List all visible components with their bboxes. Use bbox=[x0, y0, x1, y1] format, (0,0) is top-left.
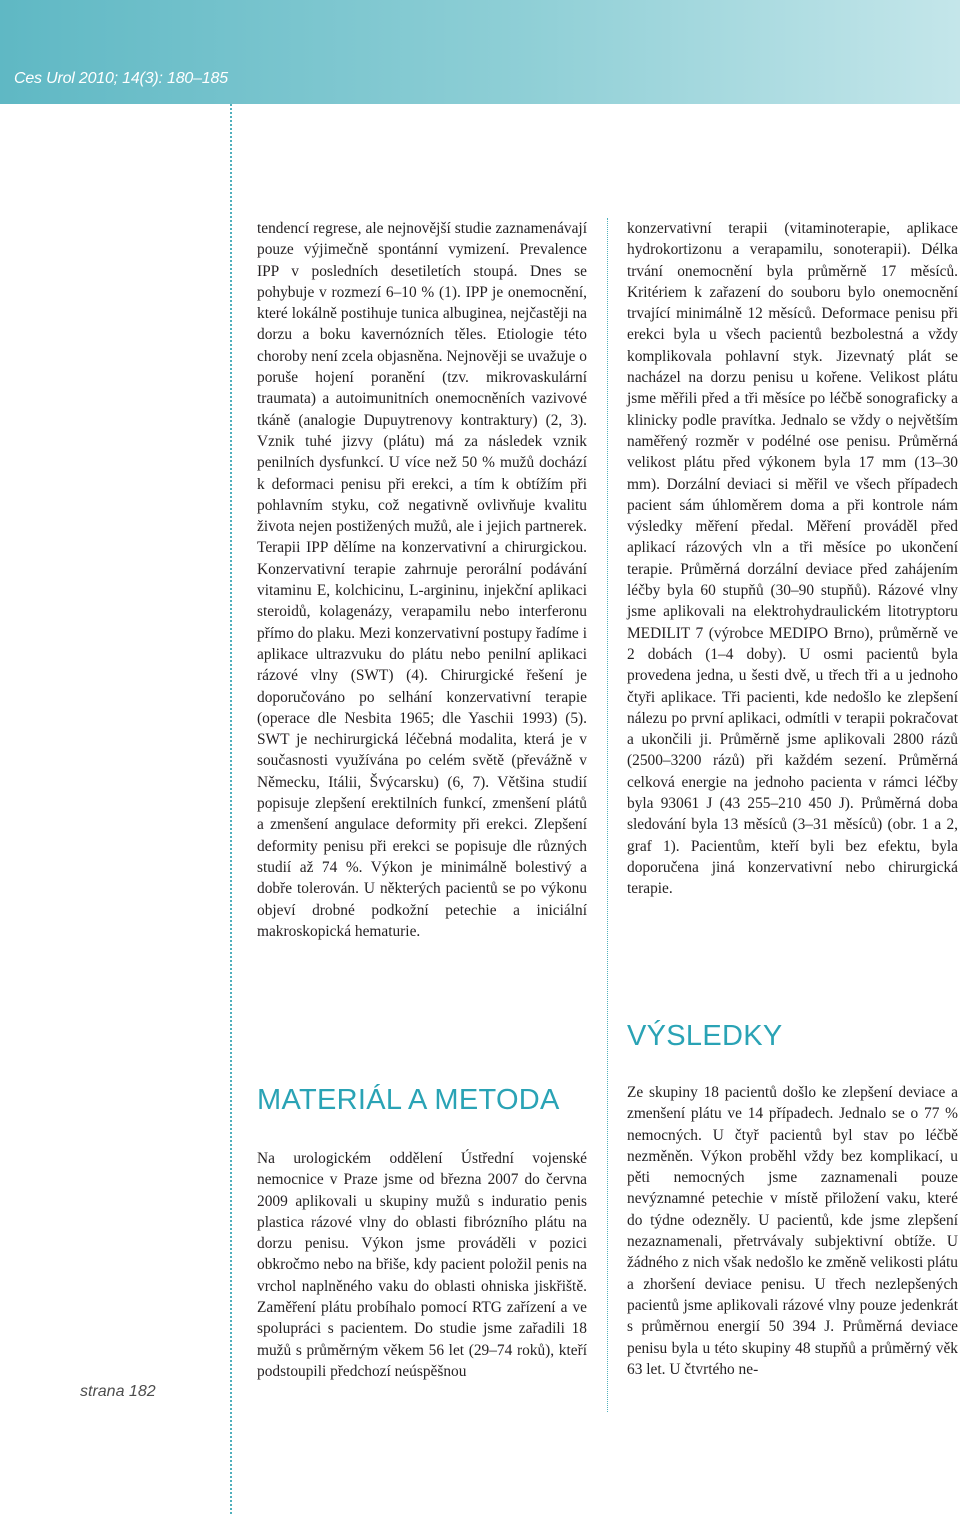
methods-heading: MATERIÁL A METODA bbox=[257, 1084, 560, 1116]
methods-paragraph: Na urologickém oddělení Ústřední vojenské nemocnice v Praze jsme od března 2007 do června 2009 aplikovali u skupiny mužů s induratio penis plastica rázové vlny do oblasti fibrózního plátu na dorzu penisu. Výkon jsme prováděli v pozici obkročmo nebo na břiše, kdy pacient položil penis na vrchol naplněného vaku do oblasti ohniska jiskřiště. Zaměření plátu probíhalo pomocí RTG zařízení a ve spolupráci s pacientem. Do studie jsme zařadili 18 mužů s průměrným věkem 56 let (29–74 roků), kteří podstoupili předchozí neúspěšnou bbox=[257, 1150, 587, 1380]
results-paragraph: Ze skupiny 18 pacientů došlo ke zlepšení deviace a zmenšení plátu ve 14 případech. Jednalo se o 77 % nemocných. U čtyř pacientů byl stav po léčbě nezměněn. Výkon proběhl vždy bez komplikací, u pěti nemocných jsme zaznamenali pouze nevýznamné petechie v místě přiložení vaku, které do týdne odezněly. U pacientů, kde jsme zlepšení nezaznamenali, přetrvávaly subjektivní obtíže. U žádného z nich však nedošlo ke změně velikosti plátu a zhoršení deviace penisu. U třech nezlepšených pacientů jsme aplikovali rázové vlny pouze jedenkrát s průměrnou energií 50 394 J. Průměrná deviace penisu byla u této skupiny 48 stupňů a průměrný věk 63 let. U čtvrtého ne- bbox=[627, 1084, 958, 1378]
methods-continued-paragraph: konzervativní terapii (vitaminoterapie, aplikace hydrokortizonu a verapamilu, sonoterapii). Délka trvání onemocnění byla průměrně 17 měsíců. Kritériem k zařazení do souboru bylo onemocnění trvající minimálně 12 měsíců. Deformace penisu při erekci byla u všech pacientů bezbolestná a vždy komplikovala pohlavní styk. Jizevnatý plát se nacházel na dorzu penisu u kořene. Velikost plátu jsme měřili před a tři měsíce po léčbě sonograficky a klinicky podle pravítka. Jednalo se vždy o největším naměřený rozměr v podélné ose penisu. Průměrná velikost plátu před výkonem byla 17 mm (13–30 mm). Dorzální deviaci si měřil ve všech případech pacient sám úhloměrem doma a při kontrole nám výsledky měření předal. Měření prováděl před aplikací rázových vln a tři měsíce po ukončení terapie. Průměrná dorzální deviace před zahájením léčby byla 60 stupňů (30–90 stupňů). Rázové vlny jsme aplikovali na elektrohydraulickém litotryptoru MEDILIT 7 (výrobce MEDIPO Brno), průměrně ve 2 dobách (1–4 doby). U osmi pacientů byla provedena jedna, u šesti dvě, u třech tři a u jednoho čtyři aplikace. Tři pacienti, kde nedošlo ke zlepšení nálezu po první aplikaci, odmítli v terapii pokračovat a ukončili ji. Průměrně jsme aplikovali 2800 rázů (2500–3200 rázů) při každém sezení. Průměrná celková energie na jednoho pacienta v rámci léčby byla 93061 J (43 255–210 450 J). Průměrná doba sledování byla 13 měsíců (3–31 měsíců) (obr. 1 a 2, graf 1). Pacientům, kteří byli bez efektu, byla doporučena jiná konzervativní nebo chirurgická terapie. bbox=[627, 220, 958, 898]
methods-column bbox=[257, 1148, 587, 1382]
margin-divider bbox=[230, 104, 232, 1514]
results-heading: VÝSLEDKY bbox=[627, 1020, 783, 1052]
column-1 bbox=[257, 218, 587, 942]
column-divider bbox=[607, 218, 608, 1412]
intro-paragraph: tendencí regrese, ale nejnovější studie zaznamenávají pouze výjimečně spontánní vymizení. Prevalence IPP v posledních desetiletích stoupá. Dnes se pohybuje v rozmezí 6–10 % (1). IPP je onemocnění, které lokálně postihuje tunica albuginea, nejčastěji na dorzu a boku kavernózních těles. Etiologie této choroby není zcela objasněna. Nejnověji se uvažuje o poruše hojení poranění (tzv. mikrovaskulární traumata) a autoimunitních onemocněních vazivové tkáně (analogie Dupuytrenovy kontraktury) (2, 3). Vznik tuhé jizvy (plátu) má za následek vznik penilních dysfunkcí. U více než 50 % mužů dochází k deformaci penisu při erekci, a tím k obtížím při pohlavním styku, což negativně ovlivňuje kvalitu života nejen postižených mužů, ale i jejich partnerek. Terapii IPP dělíme na konzervativní a chirurgickou. Konzervativní terapie zahrnuje perorální podávání vitaminu E, kolchicinu, L-argininu, injekční aplikaci steroidů, kolagenázy, verapamilu nebo interferonu přímo do plaku. Mezi konzervativní postupy řadíme i aplikace ultrazvuku do plátu nebo penilní aplikaci rázové vlny (SWT) (4). Chirurgické řešení je doporučováno po selhání konzervativní terapie (operace dle Nesbita 1965; dle Yaschii 1993) (5). SWT je nechirurgická léčebná modalita, která je v současnosti využívána po celém světě (převážně v Německu, Itálii, Švýcarsku) (6, 7). Většina studií popisuje zlepšení erektilních funkcí, zmenšení plátů a zmenšení angulace deformity při erekci. Zlepšení deformity penisu při erekci se popisuje dle různých studií až 74 %. Výkon je minimálně bolestivý a dobře tolerován. U některých pacientů se po výkonu objeví drobné podkožní petechie a iniciální makroskopická hematurie. bbox=[257, 220, 587, 940]
journal-citation: Ces Urol 2010; 14(3): 180–185 bbox=[14, 70, 228, 87]
page-number: strana 182 bbox=[80, 1383, 156, 1400]
results-column bbox=[627, 1082, 958, 1380]
column-2 bbox=[627, 218, 958, 900]
header-bar bbox=[0, 0, 960, 104]
